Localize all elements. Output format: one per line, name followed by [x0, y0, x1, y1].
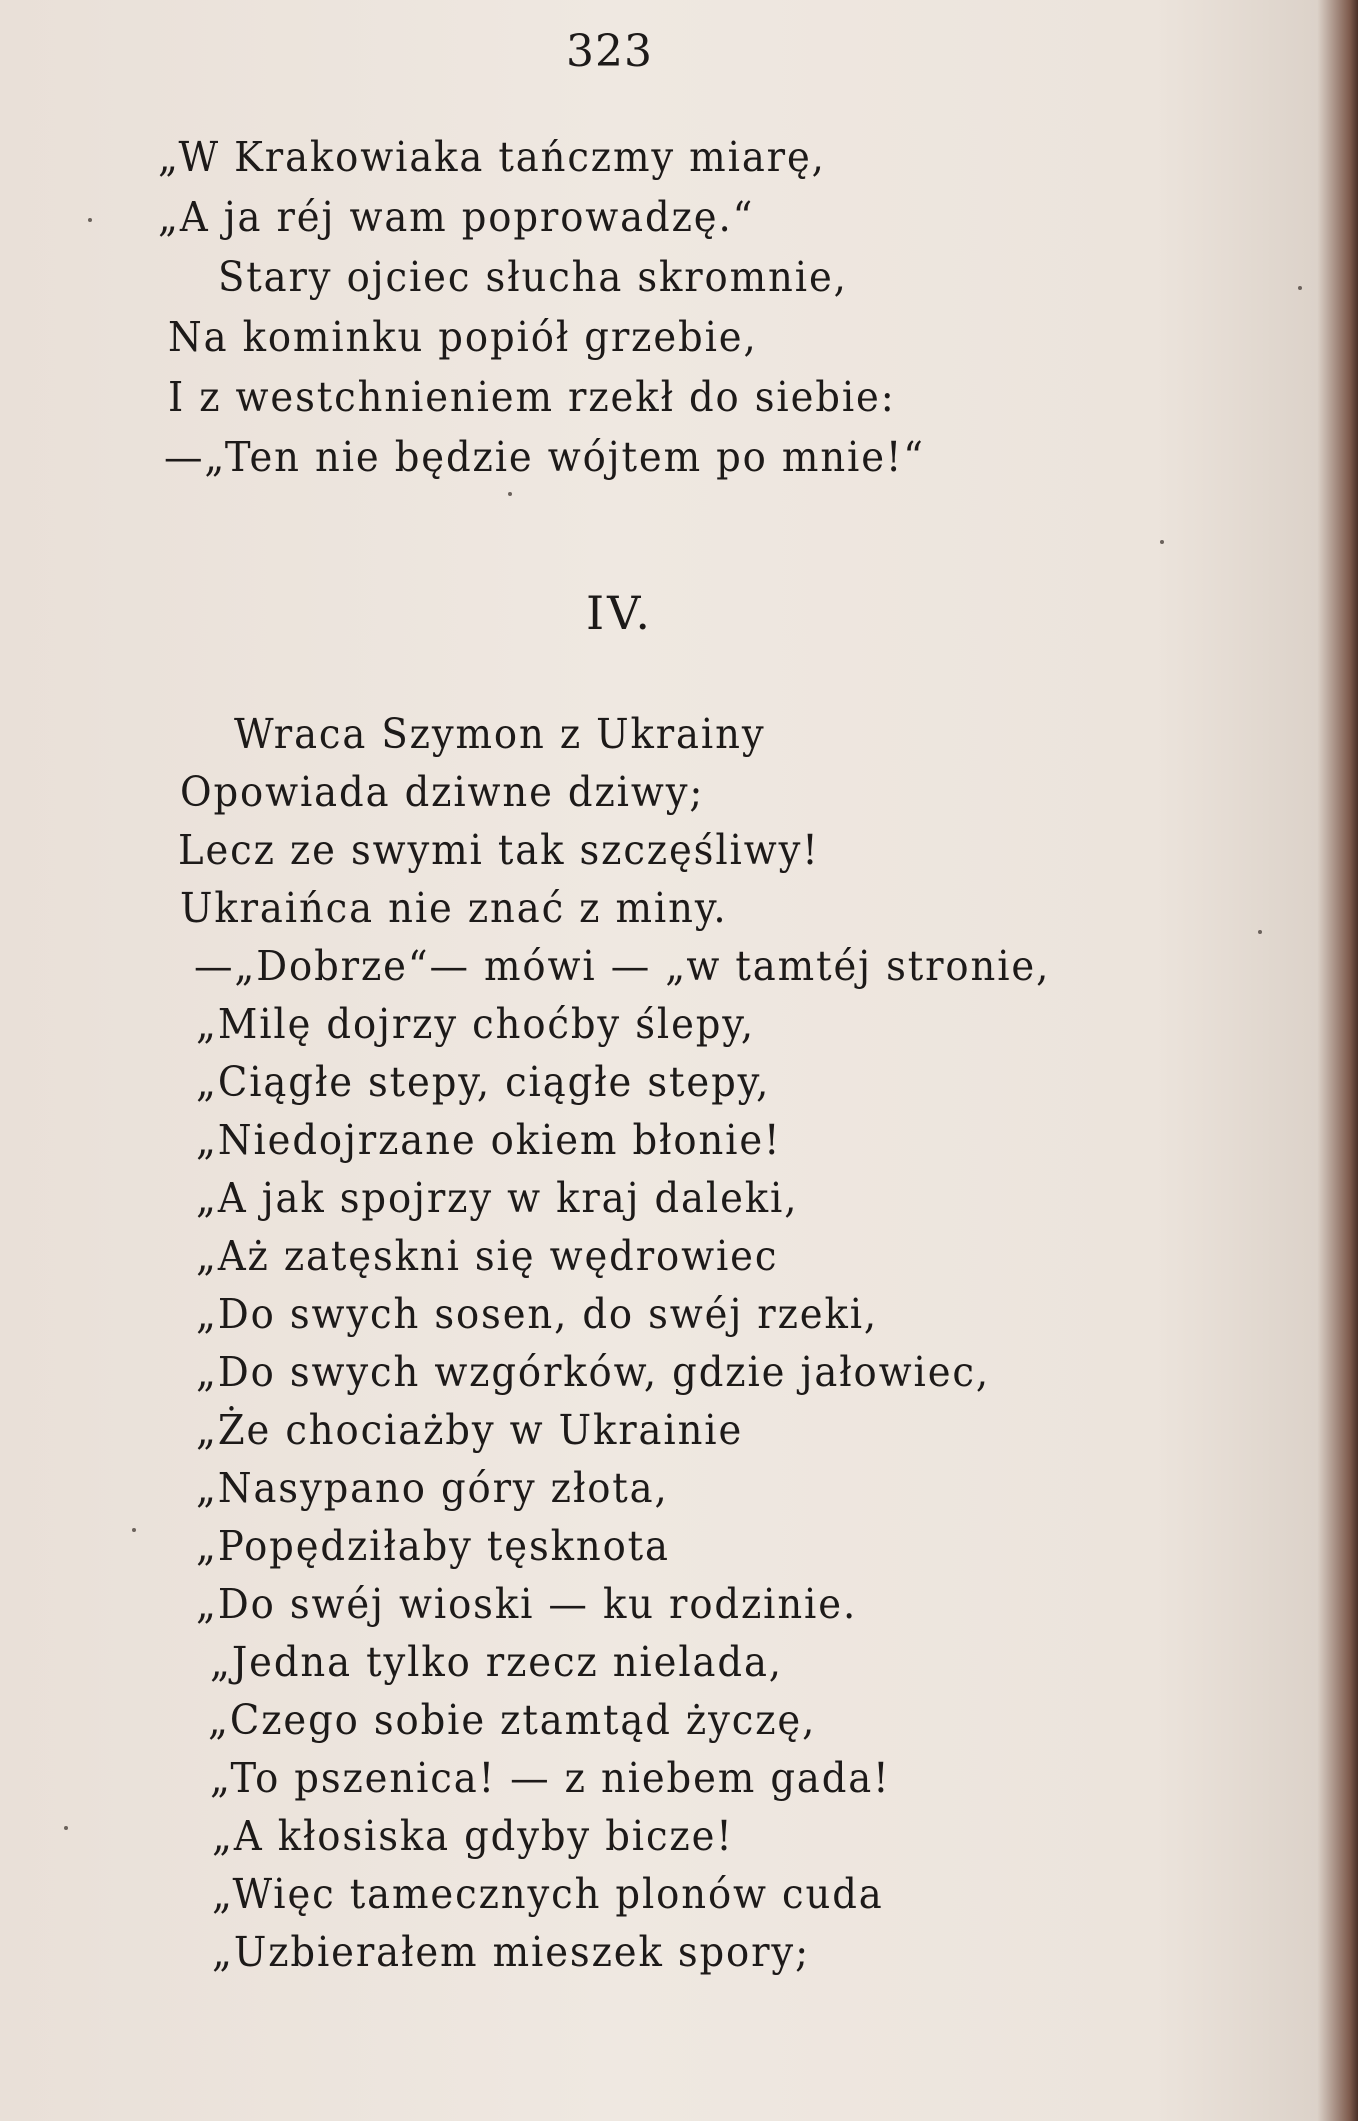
verse-line: Lecz ze swymi tak szczęśliwy!	[178, 826, 820, 874]
verse-line: —„Dobrze“— mówi — „w tamtéj stronie,	[194, 942, 1051, 990]
verse-line: „A kłosiska gdyby bicze!	[212, 1812, 734, 1860]
verse-line: „Do swych wzgórków, gdzie jałowiec,	[196, 1348, 991, 1396]
verse-line: „Czego sobie ztamtąd życzę,	[208, 1696, 817, 1744]
verse-line: „A jak spojrzy w kraj daleki,	[196, 1174, 799, 1222]
verse-line: „Nasypano góry złota,	[196, 1464, 669, 1512]
verse-line: Ukraińca nie znać z miny.	[180, 884, 728, 932]
page-number: 323	[566, 26, 653, 77]
verse-line: „Jedna tylko rzecz nielada,	[210, 1638, 783, 1686]
verse-line: „To pszenica! — z niebem gada!	[210, 1754, 891, 1802]
verse-line: I z westchnieniem rzekł do siebie:	[168, 373, 896, 421]
verse-line: „Aż zatęskni się wędrowiec	[196, 1232, 779, 1280]
verse-line: „Niedojrzane okiem błonie!	[196, 1116, 782, 1164]
verse-line: Wraca Szymon z Ukrainy	[234, 710, 766, 758]
verse-line: „W Krakowiaka tańczmy miarę,	[158, 133, 826, 181]
paper-speck	[132, 1528, 136, 1532]
verse-line: „Więc tamecznych plonów cuda	[212, 1870, 884, 1918]
paper-speck	[88, 218, 92, 222]
verse-line: „Popędziłaby tęsknota	[196, 1522, 670, 1570]
verse-line: Opowiada dziwne dziwy;	[180, 768, 705, 816]
verse-line: „A ja réj wam poprowadzę.“	[158, 193, 755, 241]
verse-line: —„Ten nie będzie wójtem po mnie!“	[164, 433, 925, 481]
paper-speck	[1258, 930, 1262, 934]
verse-line: „Ciągłe stepy, ciągłe stepy,	[196, 1058, 771, 1106]
section-heading: IV.	[586, 586, 653, 640]
verse-line: „Że chociażby w Ukrainie	[196, 1406, 744, 1454]
verse-line: „Uzbierałem mieszek spory;	[212, 1928, 810, 1976]
verse-line: Stary ojciec słucha skromnie,	[218, 253, 848, 301]
paper-speck	[1298, 286, 1302, 290]
verse-line: Na kominku popiół grzebie,	[168, 313, 758, 361]
paper-speck	[64, 1826, 68, 1830]
verse-line: „Do swéj wioski — ku rodzinie.	[196, 1580, 858, 1628]
verse-line: „Milę dojrzy choćby ślepy,	[196, 1000, 755, 1048]
paper-speck	[1160, 540, 1164, 544]
paper-speck	[508, 492, 512, 496]
verse-line: „Do swych sosen, do swéj rzeki,	[196, 1290, 879, 1338]
